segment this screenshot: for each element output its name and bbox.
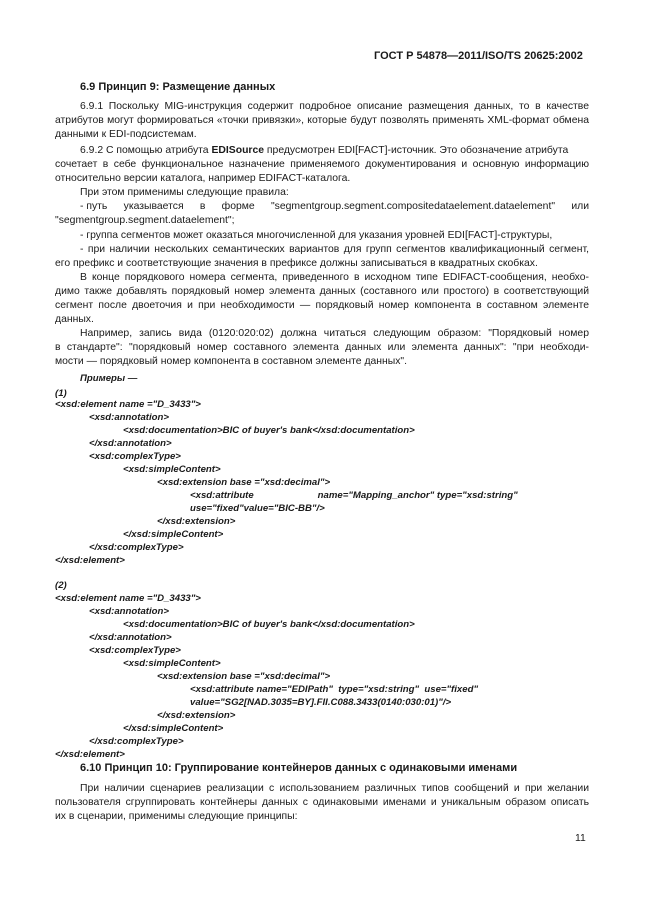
code-line: <xsd:annotation> [89, 412, 169, 423]
code-line: </xsd:extension> [157, 516, 236, 527]
code-line: <xsd:annotation> [89, 606, 169, 617]
paragraph-line: При наличии сценариев реализации с использованием различных типов сообщений и при желании [80, 783, 589, 794]
paragraph-line: Например, запись вида (0120:020:02) должна читаться следующим образом: "Порядковый номер [80, 328, 589, 339]
attribute-name-edisource: EDISource [211, 145, 265, 156]
paragraph-line: данными к EDI-подсистемам. [55, 129, 197, 140]
document-header: ГОСТ Р 54878—2011/ISO/TS 20625:2002 [374, 50, 583, 62]
code-line: <xsd:documentation>BIC of buyer's bank</xsd:documentation> [123, 619, 415, 630]
paragraph-line: данных. [55, 314, 94, 325]
paragraph-line: В конце порядкового номера сегмента, приведенного в исходном типе EDIFACT-сообщения, необхо- [80, 272, 589, 283]
code-line: value="SG2[NAD.3035=BY].FII.C088.3433(0140:030:01)"/> [190, 697, 452, 708]
paragraph-line: относительно версии каталога, например EDIFACT-каталога. [55, 173, 351, 184]
rule-word: - путь [80, 201, 108, 212]
page-number: 11 [575, 833, 586, 844]
code-line: </xsd:element> [55, 749, 125, 760]
code-line: <xsd:documentation>BIC of buyer's bank</xsd:documentation> [123, 425, 415, 436]
paragraph-line: 6.9.1 Поскольку MIG-инструкция содержит подробное описание размещения данных, то в качестве [80, 101, 589, 112]
code-line: <xsd:extension base ="xsd:decimal"> [157, 671, 331, 682]
code-line: </xsd:complexType> [89, 542, 184, 553]
code-line: <xsd:element name ="D_3433"> [55, 593, 201, 604]
paragraph-line: мости — порядковый номер компонента в составном элементе данных". [55, 356, 408, 367]
rule-word: форме [221, 201, 255, 212]
code-line: <xsd:element name ="D_3433"> [55, 399, 201, 410]
paragraph-line: атрибутов могут формироваться «точки привязки», которые будут позволять применять XML-формат обмена [55, 115, 589, 126]
code-line: </xsd:annotation> [89, 438, 172, 449]
paragraph-line: сочетает в себе функциональное назначение применяемого документирования и основную информацию [55, 159, 589, 170]
code-line: <xsd:attribute name="Mapping_anchor" type="xsd:string" [190, 490, 518, 501]
rule-1 [80, 200, 589, 213]
rules-intro: При этом применимы следующие правила: [80, 187, 289, 198]
paragraph-line: сегмент после двоеточия и при необходимости — порядковый номер компонента в составном элементе [55, 300, 589, 311]
example-label: (1) [55, 388, 67, 399]
rule-1-continuation: "segmentgroup.segment.dataelement"; [55, 215, 235, 226]
code-line: </xsd:extension> [157, 710, 236, 721]
code-line: <xsd:complexType> [89, 645, 181, 656]
code-line: </xsd:complexType> [89, 736, 184, 747]
example-label: (2) [55, 580, 67, 591]
rule-3-continuation: его префикс и соответствующие значения в префиксе должны записываться в квадратных скобках. [55, 258, 538, 269]
rule-word: или [571, 201, 589, 212]
code-line: </xsd:annotation> [89, 632, 172, 643]
rule-2: - группа сегментов может оказаться многочисленной для указания уровней EDI[FACT]-структуры, [80, 230, 553, 241]
paragraph-line: димо также добавлять порядковый номер элемента данных (составного или простого) в соответствующий [55, 286, 589, 297]
examples-label: Примеры — [80, 373, 138, 384]
rule-3: - при наличии нескольких семантических вариантов для групп сегментов квалификационный сегмент, [80, 244, 589, 255]
paragraph-line [80, 144, 568, 157]
rule-word: указывается [123, 201, 184, 212]
code-line: <xsd:complexType> [89, 451, 181, 462]
paragraph-text: 6.9.2 С помощью атрибута [80, 145, 212, 156]
code-line: <xsd:attribute name="EDIPath" type="xsd:string" use="fixed" [190, 684, 478, 695]
code-line: </xsd:simpleContent> [123, 529, 224, 540]
rule-word: в [199, 201, 206, 212]
code-line: </xsd:element> [55, 555, 125, 566]
code-line: use="fixed"value="BIC-BB"/> [190, 503, 325, 514]
code-line: </xsd:simpleContent> [123, 723, 224, 734]
code-line: <xsd:simpleContent> [123, 464, 221, 475]
paragraph-text: предусмотрен EDI[FACT]-источник. Это обозначение атрибута [264, 145, 569, 156]
paragraph-line: пользователя сгруппировать контейнеры данных с одинаковыми именами и уникальным образом описать [55, 797, 589, 808]
paragraph-line: их в сценарии, применимы следующие принципы: [55, 811, 298, 822]
section-title-6-10: 6.10 Принцип 10: Группирование контейнеров данных с одинаковыми именами [80, 762, 518, 774]
code-line: <xsd:simpleContent> [123, 658, 221, 669]
code-line: <xsd:extension base ="xsd:decimal"> [157, 477, 331, 488]
section-title-6-9: 6.9 Принцип 9: Размещение данных [80, 81, 276, 93]
rule-word: "segmentgroup.segment.compositedataelement.dataelement" [270, 201, 556, 212]
paragraph-line: в стандарте": "порядковый номер составного элемента данных или элемента данных": "при необходи- [55, 342, 589, 353]
